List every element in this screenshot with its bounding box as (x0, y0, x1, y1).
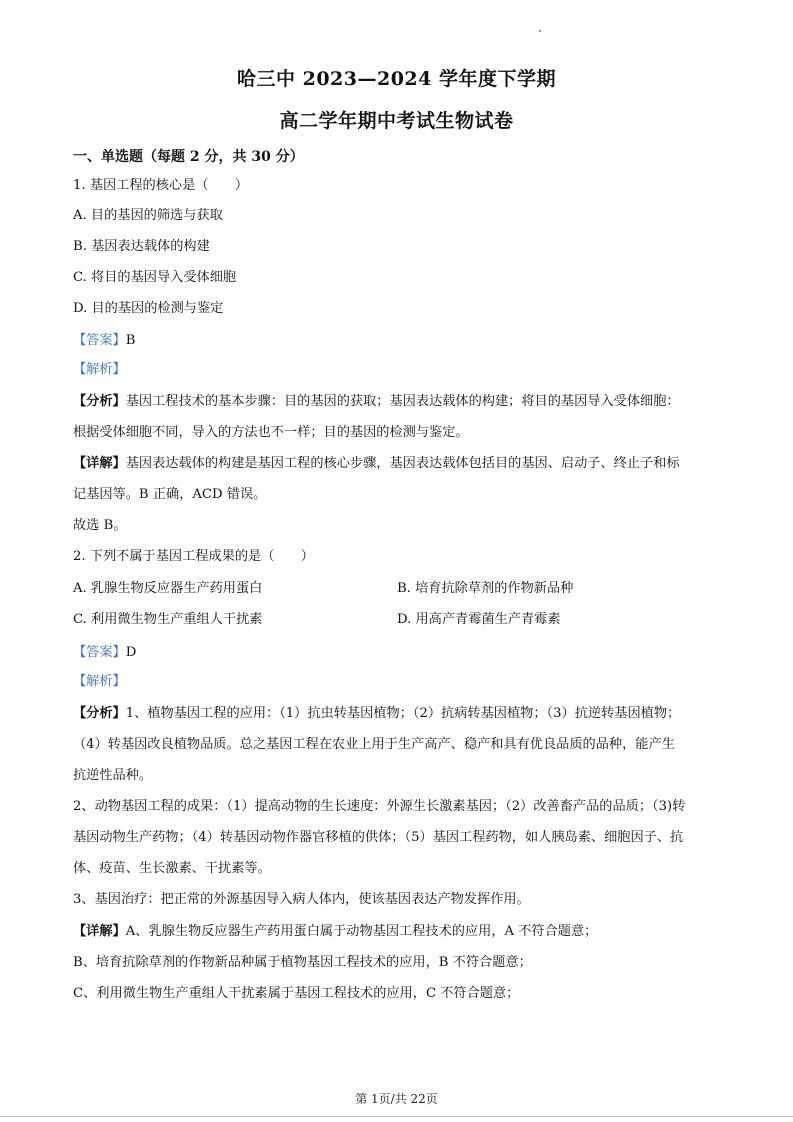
answer-tag: 【答案】 (73, 333, 126, 348)
question-2-point2-line2: 基因动物生产药物；（4）转基因动物作器官移植的供体；（5）基因工程药物，如人胰岛素、细胞因子、抗 (73, 830, 684, 845)
answer-tag: 【答案】 (73, 645, 126, 660)
question-2-xiangjie-line1 (73, 923, 597, 941)
question-2-xiangjie-line3: C、利用微生物生产重组人干扰素属于基因工程技术的应用，C 不符合题意； (73, 986, 520, 1001)
question-1-xiangjie-line2: 记基因等。B 正确，ACD 错误。 (73, 487, 267, 502)
question-2-stem: 2. 下列不属于基因工程成果的是（ ） (73, 549, 314, 564)
footer-divider (0, 1116, 793, 1117)
fenxi-tag: 【分析】 (73, 394, 126, 409)
question-2-fenxi-line2: （4）转基因改良植物品质。总之基因工程在农业上用于生产高产、稳产和具有优良品质的品种，能产生 (73, 737, 675, 752)
section-heading-single-choice: 一、单选题（每题 2 分，共 30 分） (73, 149, 304, 165)
question-1-option-b: B. 基因表达载体的构建 (73, 239, 210, 254)
question-2-fenxi-line3: 抗逆性品种。 (73, 768, 153, 783)
question-2-point2-line3: 体、疫苗、生长激素、干扰素等。 (73, 861, 271, 876)
question-2-option-d: D. 用高产青霉菌生产青霉素 (397, 612, 561, 627)
question-1-fenxi-line1 (73, 393, 680, 411)
question-2-option-c: C. 利用微生物生产重组人干扰素 (73, 612, 263, 627)
question-2-xiangjie-line2: B、培育抗除草剂的作物新品种属于植物基因工程技术的应用，B 不符合题意； (73, 955, 532, 970)
question-1-answer-value: B (125, 333, 136, 348)
question-2-fenxi-line1 (73, 705, 680, 723)
question-2-point3-line1: 3、基因治疗：把正常的外源基因导入病人体内，使该基因表达产物发挥作用。 (73, 892, 530, 907)
question-1-conclusion: 故选 B。 (73, 518, 127, 533)
exam-title-line2: 高二学年期中考试生物试卷 (279, 110, 514, 132)
question-1-xiangjie-line1 (73, 455, 680, 473)
xiangjie-tag: 【详解】 (73, 924, 126, 939)
page-number-footer: 第 1页/共 22页 (355, 1092, 438, 1106)
scan-dot-mark (539, 30, 541, 32)
question-1-analysis-row (73, 361, 126, 379)
fenxi-tag: 【分析】 (73, 706, 126, 721)
question-1-option-c: C. 将目的基因导入受体细胞 (73, 270, 237, 285)
question-1-option-d: D. 目的基因的检测与鉴定 (73, 301, 224, 316)
analysis-tag: 【解析】 (73, 674, 126, 689)
question-2-analysis-row (73, 673, 126, 691)
fenxi-text: 基因工程技术的基本步骤：目的基因的获取；基因表达载体的构建；将目的基因导入受体细胞： (125, 394, 680, 409)
question-1-answer-row (73, 332, 135, 350)
question-1-fenxi-line2: 根据受体细胞不同，导入的方法也不一样；目的基因的检测与鉴定。 (73, 425, 469, 440)
xiangjie-tag: 【详解】 (73, 456, 126, 471)
fenxi-text: 1、植物基因工程的应用：（1）抗虫转基因植物；（2）抗病转基因植物；（3）抗逆转基因植物； (125, 706, 681, 721)
analysis-tag: 【解析】 (73, 362, 126, 377)
xiangjie-text: A、乳腺生物反应器生产药用蛋白属于动物基因工程技术的应用，A 不符合题意； (125, 924, 598, 939)
question-1-stem: 1. 基因工程的核心是（ ） (73, 178, 249, 193)
question-2-option-b: B. 培育抗除草剂的作物新品种 (397, 581, 574, 596)
question-2-point2-line1: 2、动物基因工程的成果：（1）提高动物的生长速度：外源生长激素基因；（2）改善畜产品的品质；（3)转 (73, 799, 686, 814)
question-2-option-a: A. 乳腺生物反应器生产药用蛋白 (73, 581, 263, 596)
question-2-answer-value: D (125, 645, 137, 660)
question-1-option-a: A. 目的基因的筛选与获取 (73, 208, 223, 223)
xiangjie-text: 基因表达载体的构建是基因工程的核心步骤，基因表达载体包括目的基因、启动子、终止子和标 (125, 456, 680, 471)
question-2-answer-row (73, 644, 136, 662)
exam-title-line1: 哈三中 2023—2024 学年度下学期 (237, 68, 556, 90)
